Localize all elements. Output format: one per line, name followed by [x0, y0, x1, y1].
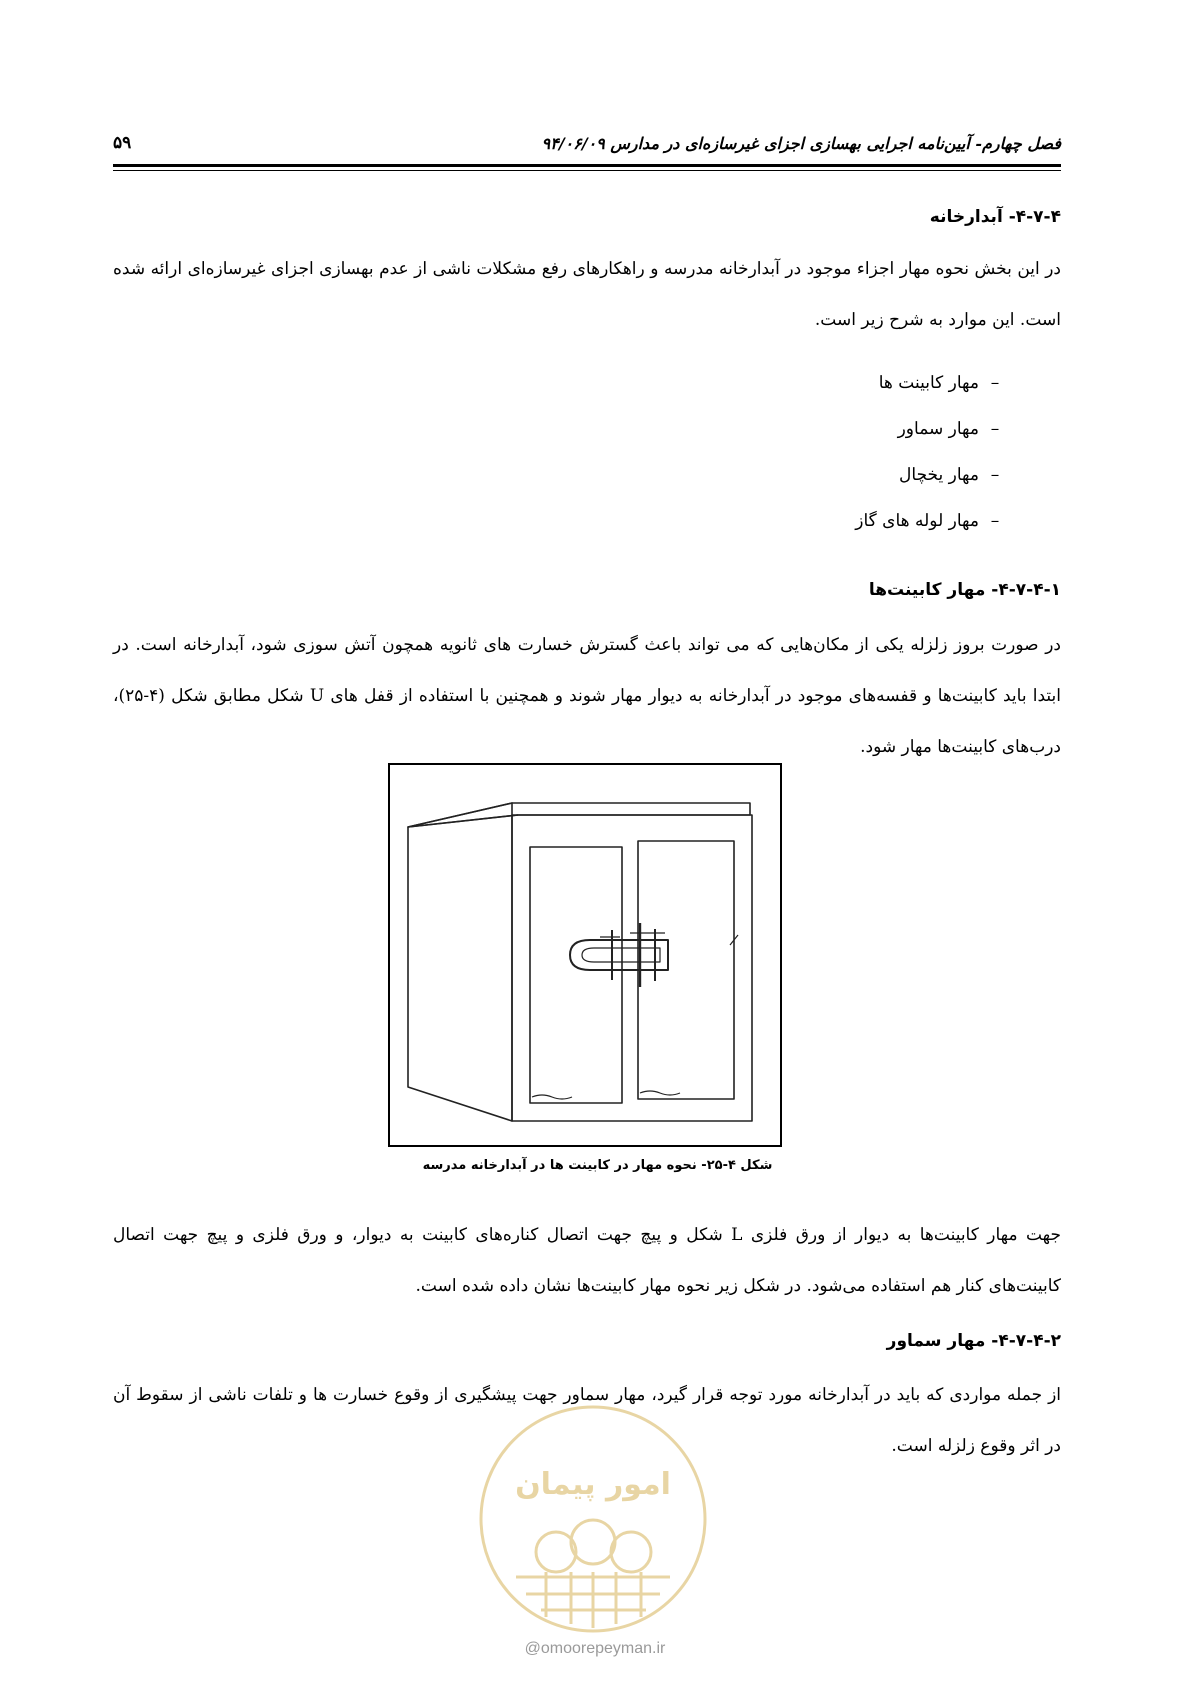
section-intro: در این بخش نحوه مهار اجزاء موجود در آبدارخانه مدرسه و راهکارهای رفع مشکلات ناشی از عدم بهسازی اجزای غیرسازه‌ای ارائه شده است. این موارد به شرح زیر است. [113, 259, 1061, 330]
watermark-text: امور پیمان [515, 1467, 671, 1502]
watermark-logo [476, 1402, 710, 1636]
subsection-para-samovar: از جمله مواردی که باید در آبدارخانه مورد توجه قرار گیرد، مهار سماور جهت پیشگیری از وقوع خسارت ها و تلفات ناشی از سقوط آن در اثر وقوع زلزله است. [113, 1385, 1061, 1456]
page-number: ۵۹ [113, 133, 132, 153]
header-rule-thick [113, 164, 1061, 167]
figure-caption: شکل ۴-۲۵- نحوه مهار در کابینت ها در آبدارخانه مدرسه [422, 1158, 773, 1173]
section-heading: ۴-۷-۴- آبدارخانه [929, 207, 1061, 227]
subsection-heading-cabinets: ۴-۷-۴-۱- مهار کابینت‌ها [868, 580, 1061, 600]
list-item: –مهار لوله های گاز [411, 498, 1011, 544]
header-rule-thin [113, 170, 1061, 171]
paragraph-wall-mounting: جهت مهار کابینت‌ها به دیوار از ورق فلزی L شکل و پیچ جهت اتصال کناره‌های کابینت به دیوار، و ورق فلزی و پیچ جهت اتصال کابینت‌های کنار هم استفاده می‌شود. در شکل زیر نحوه مهار کابینت‌ها نشان داده شده است. [113, 1225, 1062, 1296]
list-item: –مهار سماور [411, 406, 1011, 452]
running-header-title: فصل چهارم- آیین‌نامه اجرایی بهسازی اجزای غیرسازه‌ای در مدارس ۹۴/۰۶/۰۹ [541, 134, 1061, 153]
subsection-heading-samovar: ۴-۷-۴-۲- مهار سماور [886, 1331, 1061, 1351]
list-item: –مهار کابینت ها [411, 360, 1011, 406]
watermark-url: @omoorepeyman.ir [524, 1640, 666, 1657]
bullet-list [411, 360, 1011, 544]
dash-icon: – [990, 511, 1000, 531]
cabinet-drawing [390, 765, 780, 1145]
cabinet-figure [388, 763, 782, 1147]
subsection-para-cabinets: در صورت بروز زلزله یکی از مکان‌هایی که می تواند باعث گسترش خسارت های ثانویه همچون آتش سوزی شود، آبدارخانه است. در ابتدا باید کابینت‌ها و قفسه‌های موجود در آبدارخانه به دیوار مهار شوند و همچنین با استفاده از قفل های U شکل مطابق شکل (۴-۲۵)، درب‌های کابینت‌ها مهار شود. [113, 635, 1061, 757]
dash-icon: – [990, 419, 1000, 439]
dash-icon: – [990, 465, 1000, 485]
dash-icon: – [990, 373, 1000, 393]
list-item: –مهار یخچال [411, 452, 1011, 498]
